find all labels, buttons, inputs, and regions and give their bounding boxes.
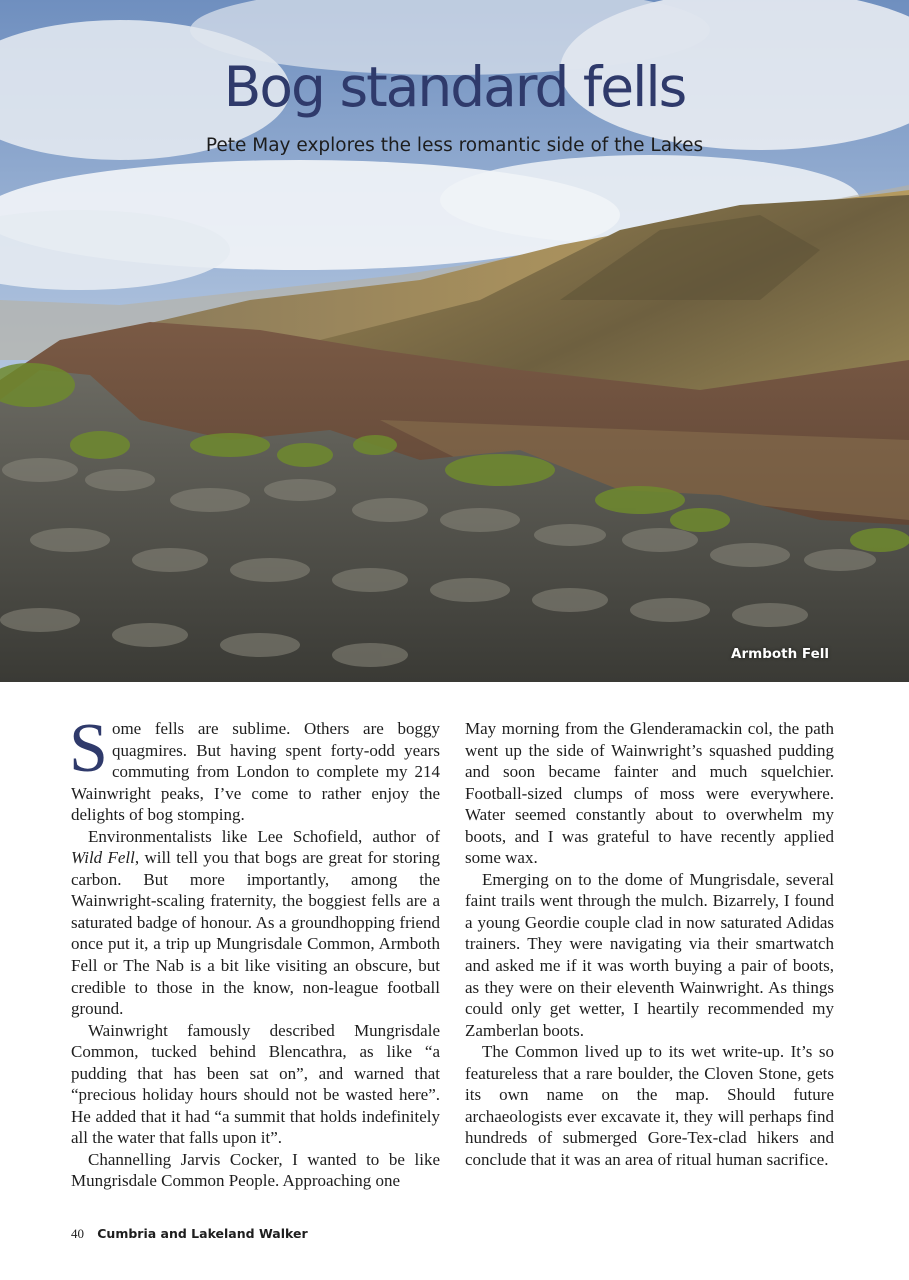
paragraph-4: Channelling Jarvis Cocker, I wanted to be like Mungrisdale Common People. Approaching one (71, 1149, 440, 1191)
drop-cap: S (69, 710, 108, 787)
page-number: 40 (71, 1226, 84, 1241)
paragraph-1-text: ome fells are sublime. Others are boggy quagmires. But having spent forty-odd years commuting from London to complete my 214 Wainwright peaks, I’ve come to rather enjoy the delights of bog stomping. (71, 719, 440, 825)
book-title: Wild Fell (71, 848, 135, 868)
article-column-right (465, 718, 834, 1170)
paragraph-2-text-a: Environmentalists like Lee Schofield, author of (88, 826, 440, 846)
article-subtitle: Pete May explores the less romantic side of the Lakes (205, 135, 704, 156)
magazine-name: Cumbria and Lakeland Walker (97, 1226, 308, 1241)
paragraph-2-text-b: , will tell you that bogs are great for storing carbon. But more importantly, among the Wainwright-scaling fraternity, the boggiest fells are a saturated badge of honour. As a groundhopping friend once put it, a trip up Mungrisdale Common, Armboth Fell or The Nab is a bit like visiting an obscure, but credible to those in the know, non-league football ground. (71, 848, 441, 1019)
page-footer (71, 1226, 308, 1242)
article-title: Bog standard fells (223, 55, 686, 119)
paragraph-1 (69, 710, 440, 826)
paragraph-2 (71, 826, 440, 1020)
paragraph-5: Emerging on to the dome of Mungrisdale, several faint trails went through the mulch. Bizarrely, I found a young Geordie couple clad in now saturated Adidas trainers. They were navigating via their smartwatch and asked me if it was worth buying a pair of boots, as they were on their eleventh Wainwright. As things could only get wetter, I heartily recommended my Zamberlan boots. (465, 869, 834, 1040)
paragraph-3: Wainwright famously described Mungrisdale Common, tucked behind Blencathra, as like “a pudding that has been sat on”, and warned that “precious holiday hours should not be wasted here”. He added that it had “a summit that holds indefinitely all the water that falls upon it”. (71, 1020, 440, 1148)
article-column-left (69, 710, 441, 1192)
photo-caption: Armboth Fell (731, 646, 829, 662)
paragraph-6: The Common lived up to its wet write-up. It’s so featureless that a rare boulder, the Cloven Stone, gets its own name on the map. Should future archaeologists ever excavate it, they will perhaps find hundreds of submerged Gore-Tex-clad hikers and conclude that it was an area of ritual human sacrifice. (465, 1042, 834, 1169)
paragraph-4-continued: May morning from the Glenderamackin col, the path went up the side of Wainwright’s squashed pudding and soon became fainter and much squelchier. Football-sized clumps of moss were everywhere. Water seemed constantly about to overwhelm my boots, and I was grateful to have recently applied some wax. (465, 719, 834, 868)
